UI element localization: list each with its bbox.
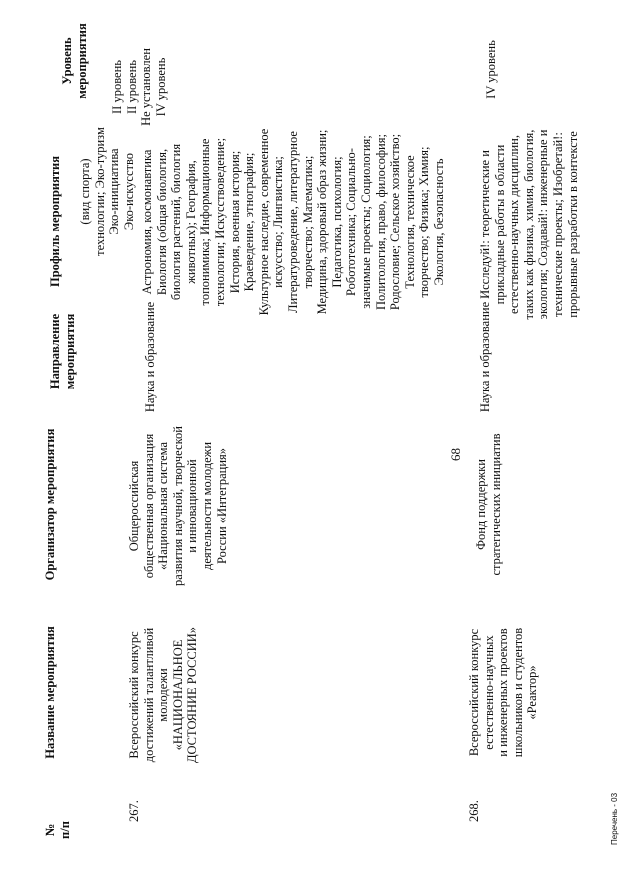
row-267-direction: Наука и образование	[143, 301, 157, 413]
row-268-profile: Исследуй!: теоретические и прикладные работы в области естественно-научных дисциплин, таких как физика, химия, биология, экология; Создавай!: инженерные и технические проекты; Изобретай!: прорывные разработки в контексте	[478, 129, 580, 320]
header-event-name: Название мероприятия	[43, 626, 57, 759]
footer-mark: Перечень - 03	[610, 792, 619, 845]
row-268-level: IV уровень	[484, 40, 498, 99]
header-number: № п/п	[43, 821, 72, 839]
header-level: Уровень мероприятия	[60, 23, 89, 99]
row-268-organizer: Фонд поддержки стратегических инициатив	[474, 433, 503, 576]
header-direction: Направление мероприятия	[48, 313, 77, 390]
page-number: 68	[448, 448, 463, 461]
row-267-profile: Астрономия, космонавтика Биология (общая биология, биология растений, биология животных); География, топонимика; Информационные технологии; Искусствоведение; История, военная история; Краеведение, этнография; Культурное наследие, современное искусство; Лингвистика; Литературоведение, литературное творчество; Математика; Медицина, здоровый образ жизни; Педагогика, психология; Робототехника; Социально- значимые проекты; Социология; Политология, право, философия; Родословие; Сельское хозяйство; Технология, техническое творчество; Физика; Химия; Экология, безопасность	[140, 128, 446, 316]
row-267-organizer: Общероссийская общественная организация «Национальная система развития научной, творческой и инновационной деятельности молодежи России «Интеграция»	[127, 426, 229, 586]
row-268-direction: Наука и образование	[478, 301, 492, 413]
profile-continuation: (вид спорта) технологии; Эко-туризм Эко-инициатива Эко-искусство	[78, 127, 136, 256]
header-organizer: Организатор мероприятия	[43, 428, 57, 581]
row-268-number: 268.	[467, 800, 481, 822]
row-268-event-name: Всероссийский конкурс естественно-научных и инженерных проектов школьников и студентов «Реактор»	[467, 627, 540, 758]
header-profile: Профиль мероприятия	[48, 156, 62, 288]
row-267-number: 267.	[127, 800, 141, 822]
row-267-event-name: Всероссийский конкурс достижений талантливой молодежи «НАЦИОНАЛЬНОЕ ДОСТОЯНИЕ РОССИИ»	[127, 626, 200, 764]
level-continuation: II уровень II уровень Не установлен IV уровень	[110, 48, 168, 126]
